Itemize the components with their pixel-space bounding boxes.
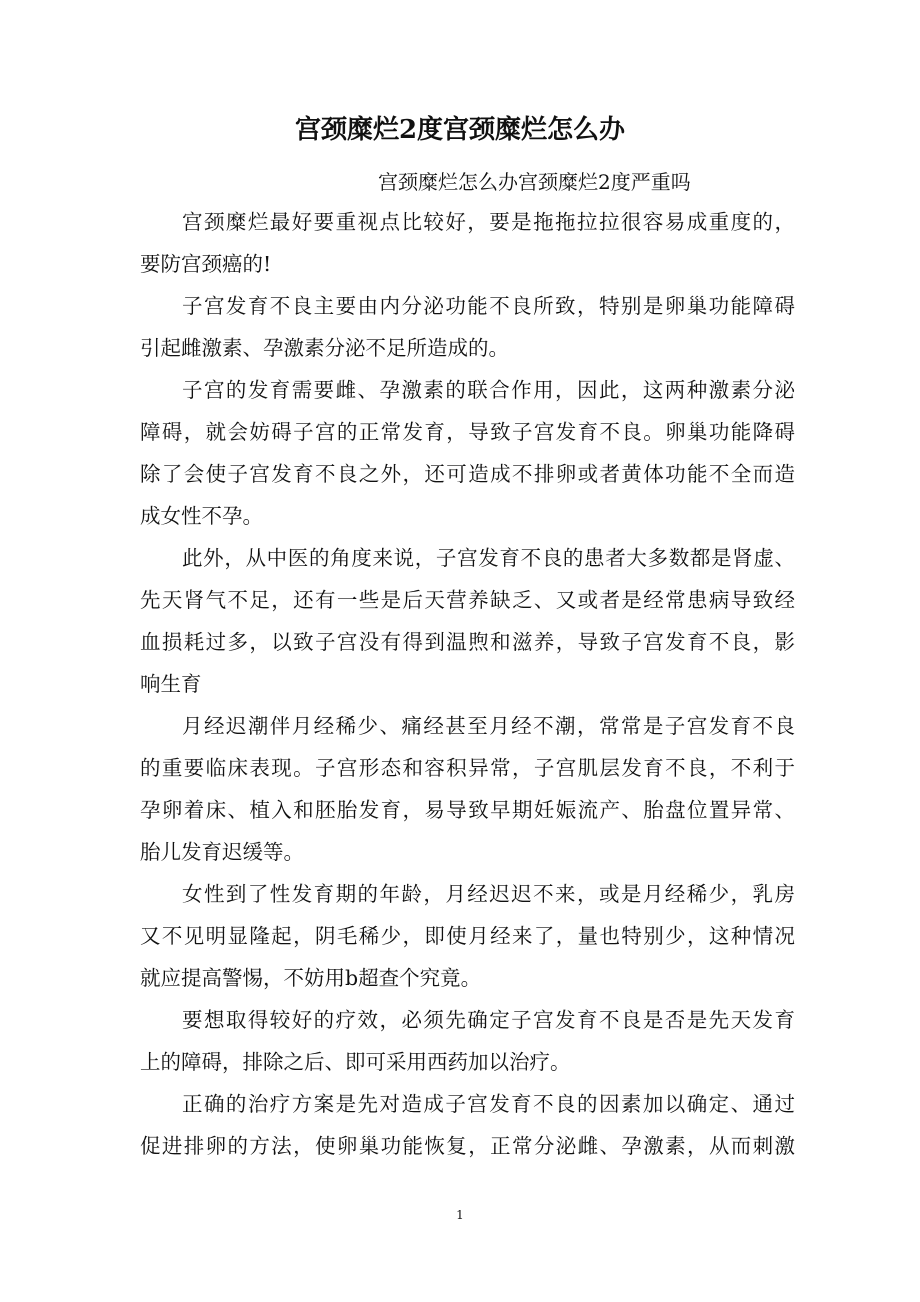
paragraph-line: 正确的治疗方案是先对造成子宫发育不良的因素加以确定、通过 <box>182 1092 795 1116</box>
paragraph <box>140 285 795 369</box>
paragraph <box>140 369 795 537</box>
paragraph-line: 胎儿发育迟缓等。 <box>140 840 304 864</box>
paragraph-line: 要想取得较好的疗效，必须先确定子宫发育不良是否是先天发育 <box>182 1008 795 1032</box>
page-number: 1 <box>456 1208 464 1222</box>
paragraph-line: 子宫发育不良主要由内分泌功能不良所致，特别是卵巢功能障碍 <box>182 294 795 318</box>
paragraph-line: 上的障碍，排除之后、即可采用西药加以治疗。 <box>140 1050 571 1074</box>
document-subtitle: 宫颈糜烂怎么办宫颈糜烂2度严重吗 <box>378 170 691 194</box>
paragraph <box>140 873 795 999</box>
paragraph-line: 先天肾气不足，还有一些是后天营养缺乏、又或者是经常患病导致经 <box>140 588 795 612</box>
paragraph-line: 孕卵着床、植入和胚胎发育，易导致早期妊娠流产、胎盘位置异常、 <box>140 798 795 822</box>
paragraph-line: 宫颈糜烂最好要重视点比较好，要是拖拖拉拉很容易成重度的， <box>182 210 795 234</box>
paragraph-line: 障碍，就会妨碍子宫的正常发育，导致子宫发育不良。卵巢功能降碍 <box>140 420 795 444</box>
paragraph-line: 除了会使子宫发育不良之外，还可造成不排卵或者黄体功能不全而造 <box>140 462 795 486</box>
paragraph-line: 又不见明显隆起，阴毛稀少，即使月经来了，量也特别少，这种情况 <box>140 924 795 948</box>
paragraph <box>140 705 795 873</box>
paragraph-line: 子宫的发育需要雌、孕激素的联合作用，因此，这两种激素分泌 <box>182 378 795 402</box>
paragraph <box>140 1083 795 1167</box>
document-body <box>140 201 795 1167</box>
paragraph <box>140 999 795 1083</box>
paragraph-line: 就应提高警惕，不妨用b超查个究竟。 <box>140 966 482 990</box>
paragraph-line: 响生育 <box>140 672 202 696</box>
document-title: 宫颈糜烂2度宫颈糜烂怎么办 <box>294 115 626 145</box>
paragraph <box>140 537 795 705</box>
paragraph-line: 的重要临床表现。子宫形态和容积异常，子宫肌层发育不良，不利于 <box>140 756 795 780</box>
paragraph-line: 促进排卵的方法，使卵巢功能恢复，正常分泌雌、孕激素，从而刺激 <box>140 1134 795 1158</box>
paragraph-line: 女性到了性发育期的年龄，月经迟迟不来，或是月经稀少，乳房 <box>182 882 795 906</box>
paragraph-line: 月经迟潮伴月经稀少、痛经甚至月经不潮，常常是子宫发育不良 <box>182 714 795 738</box>
paragraph-line: 血损耗过多，以致子宫没有得到温煦和滋养，导致子宫发育不良，影 <box>140 630 795 654</box>
paragraph-line: 成女性不孕。 <box>140 504 263 528</box>
paragraph-line: 引起雌激素、孕激素分泌不足所造成的。 <box>140 336 509 360</box>
paragraph-line: 此外，从中医的角度来说，子宫发育不良的患者大多数都是肾虚、 <box>182 546 795 570</box>
paragraph <box>140 201 795 285</box>
paragraph-line: 要防宫颈癌的! <box>140 252 272 276</box>
